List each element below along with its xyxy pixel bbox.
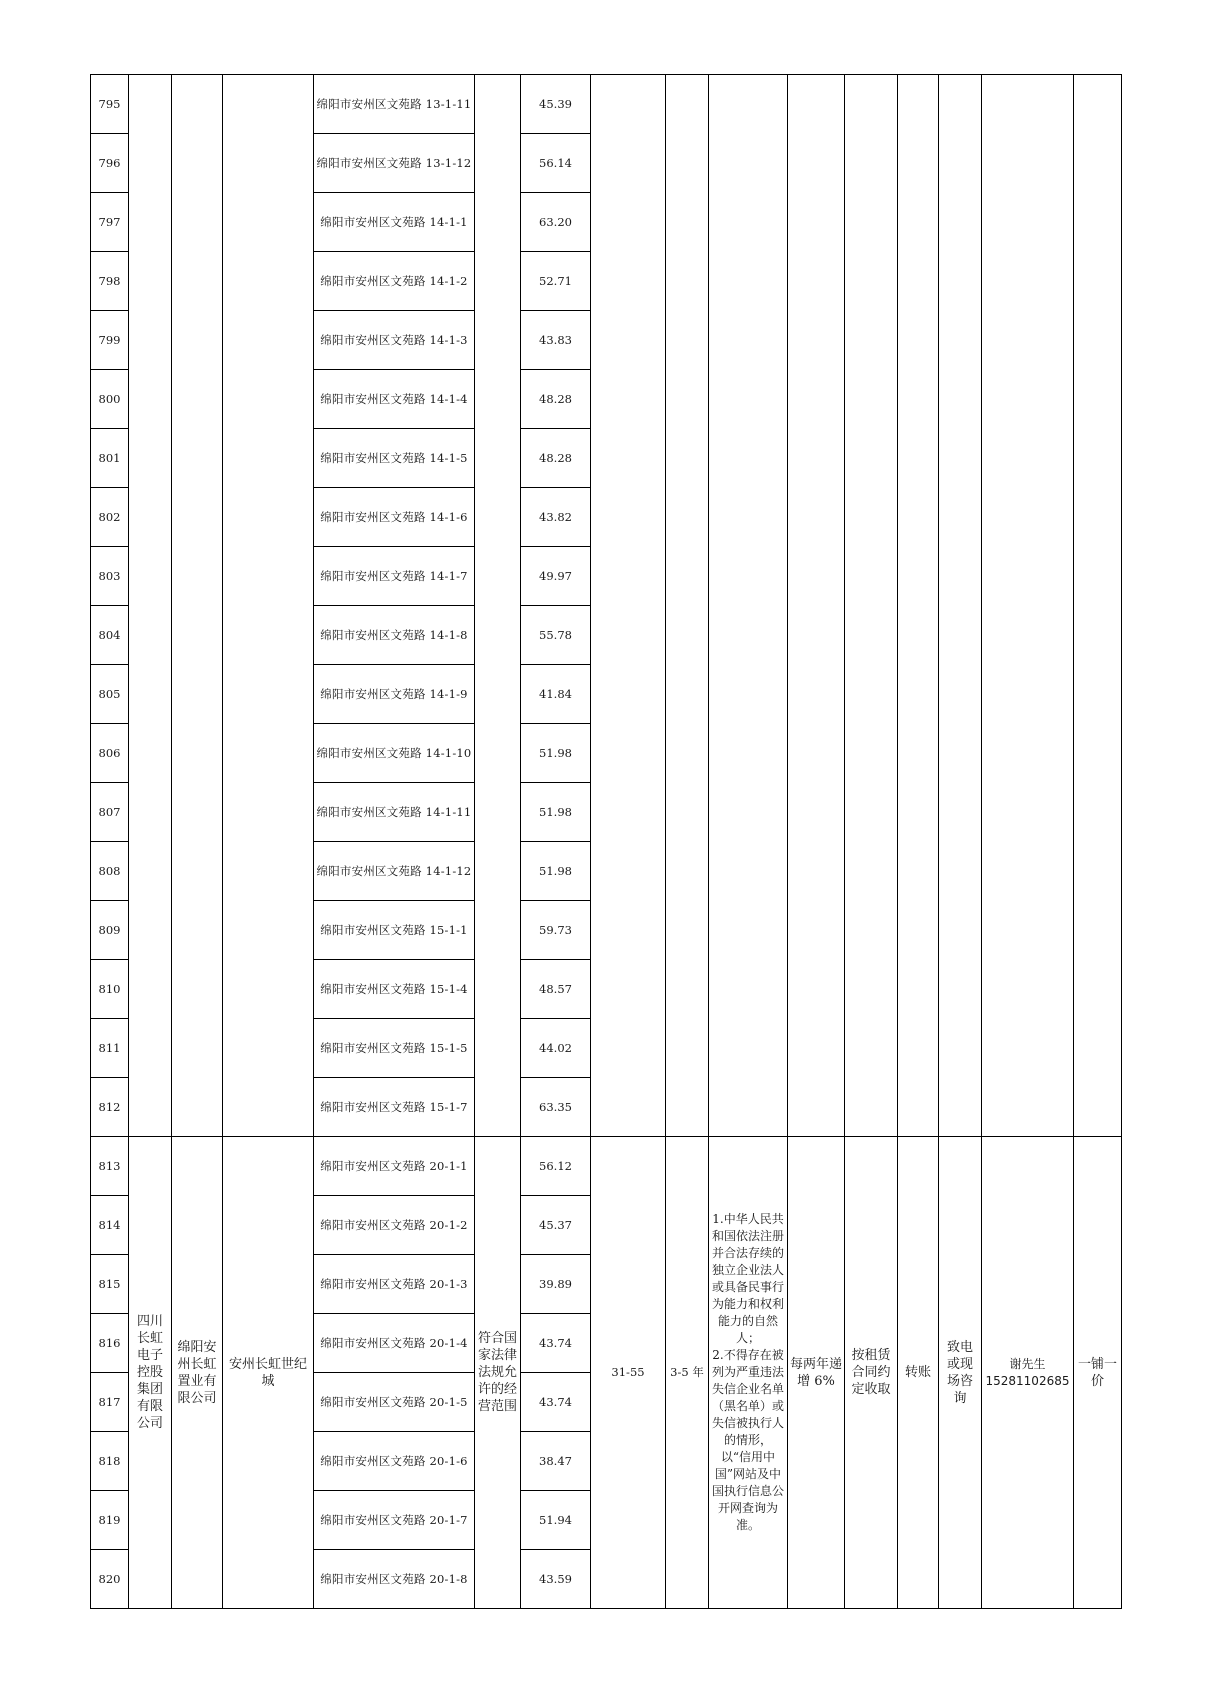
address-cell: 绵阳市安州区文苑路 14-1-12	[314, 842, 475, 901]
area-cell: 41.84	[521, 665, 591, 724]
row-number: 819	[91, 1491, 129, 1550]
area-cell: 38.47	[521, 1432, 591, 1491]
row-number: 803	[91, 547, 129, 606]
requirement-cell	[709, 75, 788, 1137]
address-cell: 绵阳市安州区文苑路 14-1-5	[314, 429, 475, 488]
address-cell: 绵阳市安州区文苑路 20-1-7	[314, 1491, 475, 1550]
address-cell: 绵阳市安州区文苑路 20-1-8	[314, 1550, 475, 1609]
area-cell: 45.39	[521, 75, 591, 134]
inquiry-cell	[939, 75, 982, 1137]
row-number: 801	[91, 429, 129, 488]
area-cell: 56.14	[521, 134, 591, 193]
row-number: 806	[91, 724, 129, 783]
address-cell: 绵阳市安州区文苑路 20-1-6	[314, 1432, 475, 1491]
area-cell: 63.35	[521, 1078, 591, 1137]
listing-body	[91, 75, 1122, 1609]
requirement-item-1: 1.中华人民共和国依法注册并合法存续的独立企业法人或具备民事行为能力和权利能力的自然人；	[711, 1212, 784, 1345]
area-cell: 48.57	[521, 960, 591, 1019]
row-number: 798	[91, 252, 129, 311]
row-number: 799	[91, 311, 129, 370]
owner-cell: 四川长虹电子控股集团有限公司	[129, 1137, 172, 1609]
row-number: 804	[91, 606, 129, 665]
usage-cell: 符合国家法律法规允许的经营范围	[475, 1137, 521, 1609]
payment-cell	[898, 75, 939, 1137]
requirement-item-2: 2.不得存在被列为严重违法失信企业名单（黑名单）或失信被执行人的情形，以“信用中国”网站及中国执行信息公开网查询为准。	[711, 1348, 784, 1532]
row-number: 800	[91, 370, 129, 429]
owner-cell	[129, 75, 172, 1137]
area-cell: 48.28	[521, 370, 591, 429]
term-cell	[666, 75, 709, 1137]
area-cell: 51.98	[521, 783, 591, 842]
address-cell: 绵阳市安州区文苑路 14-1-10	[314, 724, 475, 783]
row-number: 808	[91, 842, 129, 901]
contact-cell	[982, 1137, 1074, 1609]
usage-cell	[475, 75, 521, 1137]
area-cell: 51.98	[521, 724, 591, 783]
area-cell: 45.37	[521, 1196, 591, 1255]
pricing-cell	[1074, 75, 1122, 1137]
row-number: 796	[91, 134, 129, 193]
address-cell: 绵阳市安州区文苑路 14-1-9	[314, 665, 475, 724]
requirement-cell	[709, 1137, 788, 1609]
area-cell: 56.12	[521, 1137, 591, 1196]
inquiry-cell: 致电或现场咨询	[939, 1137, 982, 1609]
listing-table	[90, 74, 1122, 1609]
row-number: 807	[91, 783, 129, 842]
area-cell: 52.71	[521, 252, 591, 311]
row-number: 805	[91, 665, 129, 724]
project-cell: 安州长虹世纪城	[223, 1137, 314, 1609]
area-cell: 43.83	[521, 311, 591, 370]
area-cell: 43.82	[521, 488, 591, 547]
deposit-cell: 按租赁合同约定收取	[845, 1137, 898, 1609]
row-number: 818	[91, 1432, 129, 1491]
pricing-cell: 一铺一价	[1074, 1137, 1122, 1609]
address-cell: 绵阳市安州区文苑路 14-1-8	[314, 606, 475, 665]
area-cell: 55.78	[521, 606, 591, 665]
contact-name: 谢先生	[1009, 1356, 1046, 1371]
address-cell: 绵阳市安州区文苑路 14-1-3	[314, 311, 475, 370]
address-cell: 绵阳市安州区文苑路 20-1-5	[314, 1373, 475, 1432]
price-cell	[591, 75, 666, 1137]
address-cell: 绵阳市安州区文苑路 14-1-4	[314, 370, 475, 429]
address-cell: 绵阳市安州区文苑路 14-1-6	[314, 488, 475, 547]
row-number: 813	[91, 1137, 129, 1196]
row-number: 812	[91, 1078, 129, 1137]
address-cell: 绵阳市安州区文苑路 15-1-5	[314, 1019, 475, 1078]
address-cell: 绵阳市安州区文苑路 20-1-1	[314, 1137, 475, 1196]
operator-cell	[172, 75, 223, 1137]
area-cell: 39.89	[521, 1255, 591, 1314]
address-cell: 绵阳市安州区文苑路 15-1-7	[314, 1078, 475, 1137]
address-cell: 绵阳市安州区文苑路 14-1-2	[314, 252, 475, 311]
price-cell: 31-55	[591, 1137, 666, 1609]
row-number: 809	[91, 901, 129, 960]
address-cell: 绵阳市安州区文苑路 20-1-2	[314, 1196, 475, 1255]
address-cell: 绵阳市安州区文苑路 14-1-11	[314, 783, 475, 842]
area-cell: 63.20	[521, 193, 591, 252]
contact-phone: 15281102685	[985, 1373, 1070, 1388]
deposit-cell	[845, 75, 898, 1137]
address-cell: 绵阳市安州区文苑路 13-1-12	[314, 134, 475, 193]
operator-cell: 绵阳安州长虹置业有限公司	[172, 1137, 223, 1609]
address-cell: 绵阳市安州区文苑路 20-1-4	[314, 1314, 475, 1373]
area-cell: 59.73	[521, 901, 591, 960]
area-cell: 48.28	[521, 429, 591, 488]
row-number: 802	[91, 488, 129, 547]
row-number: 817	[91, 1373, 129, 1432]
address-cell: 绵阳市安州区文苑路 13-1-11	[314, 75, 475, 134]
row-number: 795	[91, 75, 129, 134]
row-number: 816	[91, 1314, 129, 1373]
area-cell: 43.59	[521, 1550, 591, 1609]
address-cell: 绵阳市安州区文苑路 20-1-3	[314, 1255, 475, 1314]
row-number: 814	[91, 1196, 129, 1255]
row-number: 820	[91, 1550, 129, 1609]
address-cell: 绵阳市安州区文苑路 15-1-1	[314, 901, 475, 960]
row-number: 810	[91, 960, 129, 1019]
area-cell: 43.74	[521, 1373, 591, 1432]
term-cell: 3-5 年	[666, 1137, 709, 1609]
address-cell: 绵阳市安州区文苑路 15-1-4	[314, 960, 475, 1019]
row-number: 811	[91, 1019, 129, 1078]
project-cell	[223, 75, 314, 1137]
area-cell: 51.94	[521, 1491, 591, 1550]
contact-cell	[982, 75, 1074, 1137]
area-cell: 49.97	[521, 547, 591, 606]
increase-cell: 每两年递增 6%	[788, 1137, 845, 1609]
row-number: 797	[91, 193, 129, 252]
area-cell: 51.98	[521, 842, 591, 901]
table-row	[91, 75, 1122, 134]
table-row	[91, 1137, 1122, 1196]
payment-cell: 转账	[898, 1137, 939, 1609]
increase-cell	[788, 75, 845, 1137]
row-number: 815	[91, 1255, 129, 1314]
address-cell: 绵阳市安州区文苑路 14-1-7	[314, 547, 475, 606]
address-cell: 绵阳市安州区文苑路 14-1-1	[314, 193, 475, 252]
area-cell: 44.02	[521, 1019, 591, 1078]
area-cell: 43.74	[521, 1314, 591, 1373]
